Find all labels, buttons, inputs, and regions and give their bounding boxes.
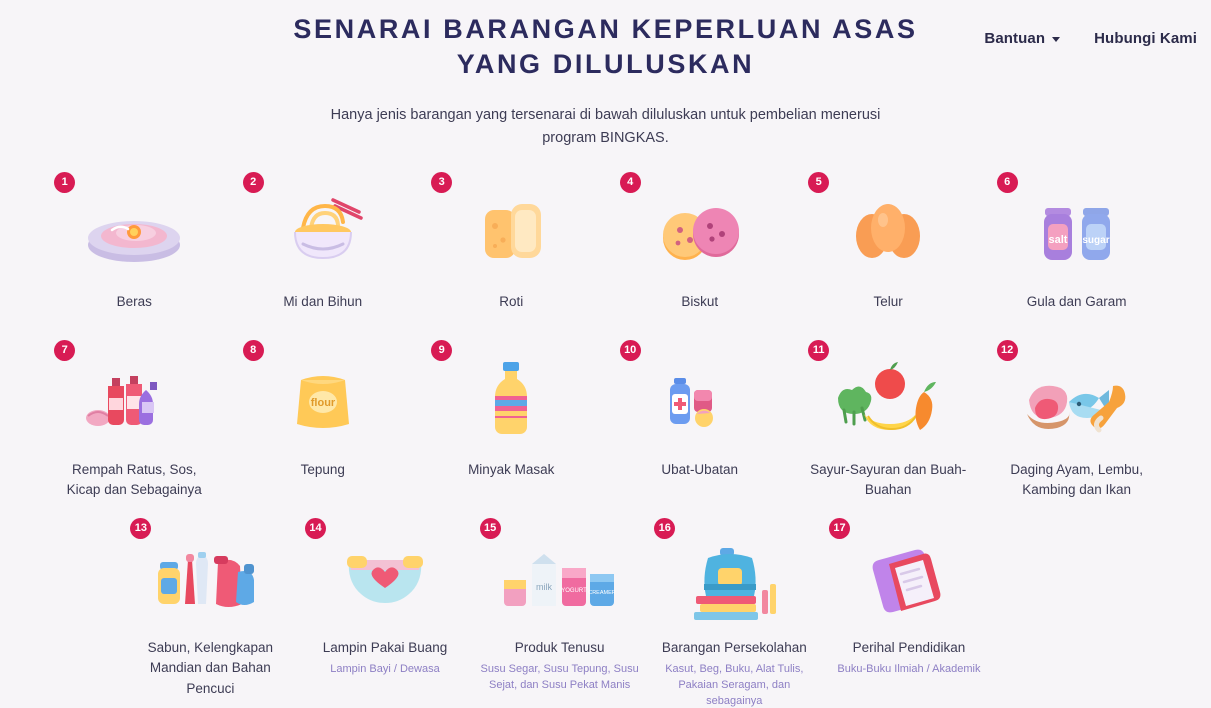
item-card[interactable] [40,328,228,506]
svg-text:salt: salt [1048,234,1068,246]
svg-text:flour: flour [310,397,335,409]
item-card[interactable] [123,506,298,696]
item-label: Barangan Persekolahan [661,640,807,655]
item-number-badge: 14 [305,518,326,539]
item-label: Minyak Masak [468,462,555,477]
items-grid [0,160,1211,708]
eggs-icon [828,188,948,280]
item-label: Gula dan Garam [1026,294,1127,309]
item-card[interactable] [605,160,793,328]
item-number-badge: 9 [431,340,452,361]
nav-item-bantuan[interactable] [984,30,1060,47]
item-card[interactable] [228,328,416,506]
item-card[interactable] [472,506,647,692]
diaper-icon [325,534,445,626]
item-sublabel: Susu Segar, Susu Tepung, Susu Sejat, dan Susu Pekat Manis [480,663,639,692]
svg-text:sugar: sugar [1082,235,1110,246]
sauce-bottles-icon [74,356,194,448]
item-label: Mi dan Bihun [283,294,363,309]
page-subtitle: Hanya jenis barangan yang tersenarai di bawah diluluskan untuk pembelian menerusi program BINGKAS. [330,107,881,146]
page-title: SENARAI BARANGAN KEPERLUAN ASAS YANG DILULUSKAN [293,14,918,80]
item-sublabel: Buku-Buku Ilmiah / Akademik [837,663,981,676]
sugar-salt-jars-icon [1017,188,1137,280]
item-card[interactable] [822,506,997,686]
cooking-oil-bottle-icon [451,356,571,448]
item-number-badge: 2 [243,172,264,193]
item-card[interactable] [228,160,416,328]
rice-plate-icon [74,188,194,280]
item-label: Tepung [300,462,345,477]
item-number-badge: 11 [808,340,829,361]
items-row-3 [40,506,1171,708]
item-card[interactable] [982,328,1170,506]
top-navigation [984,30,1197,47]
item-label: Biskut [681,294,719,309]
medicine-icon [640,356,760,448]
item-label: Daging Ayam, Lembu, Kambing dan Ikan [1010,462,1143,498]
item-card[interactable] [794,328,982,506]
item-number-badge: 13 [130,518,151,539]
nav-item-hubungi-kami[interactable]: Hubungi Kami [1094,30,1197,47]
item-number-badge: 17 [829,518,850,539]
chevron-down-icon [1052,37,1060,42]
item-number-badge: 1 [54,172,75,193]
item-card[interactable] [605,328,793,506]
item-label: Lampin Pakai Buang [322,640,448,655]
item-number-badge: 16 [654,518,675,539]
item-label: Ubat-Ubatan [661,462,738,477]
item-card[interactable] [417,328,605,506]
item-number-badge: 6 [997,172,1018,193]
item-label: Beras [116,294,152,309]
item-label: Roti [499,294,524,309]
item-number-badge: 4 [620,172,641,193]
item-number-badge: 7 [54,340,75,361]
item-number-badge: 10 [620,340,641,361]
item-card[interactable] [40,160,228,328]
item-label: Sabun, Kelengkapan Mandian dan Bahan Pencuci [147,640,273,696]
noodle-bowl-icon [263,188,383,280]
item-sublabel: Kasut, Beg, Buku, Alat Tulis, Pakaian Seragam, dan sebagainya [665,663,804,708]
item-card[interactable] [417,160,605,328]
items-row-1 [40,160,1171,328]
item-label: Produk Tenusu [514,640,605,655]
item-label: Sayur-Sayuran dan Buah-Buahan [810,462,967,498]
flour-bag-icon [263,356,383,448]
svg-text:milk: milk [535,582,552,592]
svg-text:YOGURT: YOGURT [560,588,587,594]
item-number-badge: 3 [431,172,452,193]
item-number-badge: 12 [997,340,1018,361]
dairy-products-icon [500,534,620,626]
meat-fish-chicken-icon [1017,356,1137,448]
biscuit-icon [640,188,760,280]
item-label: Telur [873,294,903,309]
item-label: Perihal Pendidikan [852,640,966,655]
vegetables-fruits-icon [828,356,948,448]
page-header [0,0,1211,149]
item-card[interactable] [794,160,982,328]
school-supplies-icon [674,534,794,626]
education-books-icon [849,534,969,626]
nav-item-bantuan-label: Bantuan [984,30,1046,47]
item-label: Rempah Ratus, Sos, Kicap dan Sebagainya [66,462,202,498]
item-card[interactable] [982,160,1170,328]
bread-loaf-icon [451,188,571,280]
item-card[interactable] [647,506,822,708]
item-number-badge: 8 [243,340,264,361]
toiletries-cleaning-icon [150,534,270,626]
item-sublabel: Lampin Bayi / Dewasa [330,663,440,676]
svg-text:CREAMER: CREAMER [587,590,616,596]
item-number-badge: 5 [808,172,829,193]
items-row-2 [40,328,1171,506]
item-card[interactable] [298,506,473,686]
item-number-badge: 15 [480,518,501,539]
